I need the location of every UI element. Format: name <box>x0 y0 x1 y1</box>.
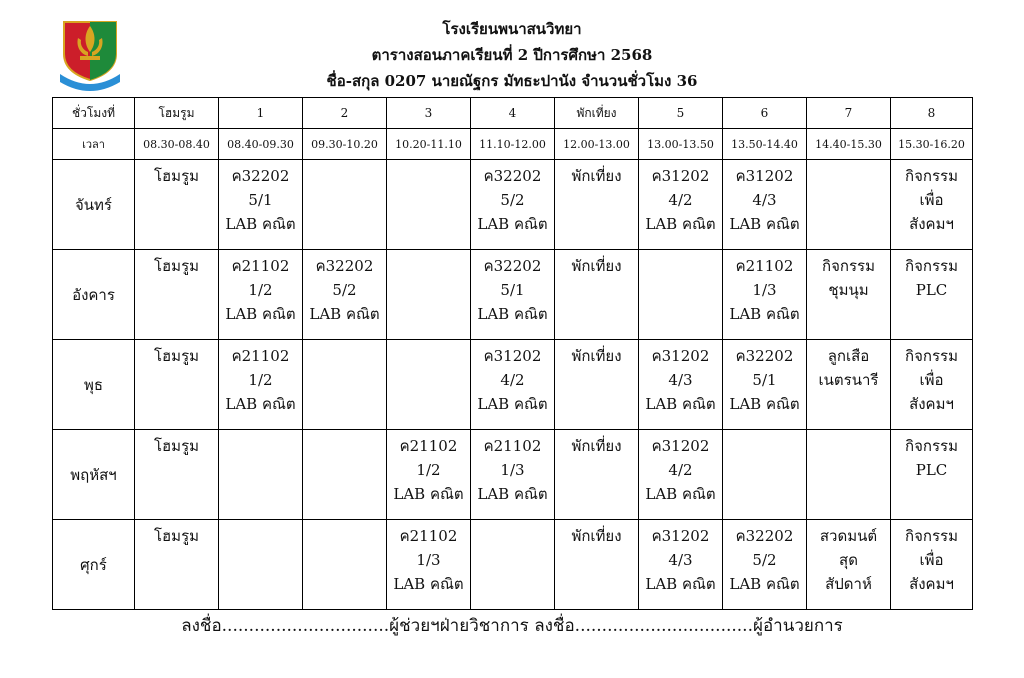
day-row <box>53 250 973 340</box>
class-cell-line: ค32202 <box>483 167 542 185</box>
class-cell <box>303 430 387 520</box>
period-header-cell: 8 <box>891 98 973 129</box>
class-cell <box>807 160 891 250</box>
time-cell: 14.40-15.30 <box>807 129 891 160</box>
period-header-cell: 1 <box>219 98 303 129</box>
class-cell <box>723 250 807 340</box>
class-cell <box>219 160 303 250</box>
class-cell-line: ค21102 <box>735 257 794 275</box>
class-cell-line: เพื่อ <box>919 551 944 569</box>
teacher-info: ชื่อ-สกุล 0207 นายณัฐกร มัทธะปานัง จำนวนชั่วโมง 36 <box>326 72 698 90</box>
class-cell <box>219 430 303 520</box>
class-cell-line: LAB คณิต <box>477 215 548 233</box>
class-cell <box>891 160 973 250</box>
period-header-cell: 6 <box>723 98 807 129</box>
class-cell-line: 4/2 <box>668 191 693 209</box>
class-cell <box>723 520 807 610</box>
time-cell: 13.00-13.50 <box>639 129 723 160</box>
class-cell-line: ค32202 <box>735 347 794 365</box>
class-cell <box>135 430 219 520</box>
class-cell <box>471 340 555 430</box>
class-cell <box>303 520 387 610</box>
class-cell-line: PLC <box>915 281 948 299</box>
class-cell <box>471 250 555 340</box>
class-cell <box>303 250 387 340</box>
period-header-cell: โฮมรูม <box>135 98 219 129</box>
class-cell <box>555 520 639 610</box>
class-cell-line: เนตรนารี <box>818 371 879 389</box>
class-cell <box>639 160 723 250</box>
time-cell: 08.30-08.40 <box>135 129 219 160</box>
class-cell-line: LAB คณิต <box>645 395 716 413</box>
class-cell <box>891 340 973 430</box>
class-cell <box>807 340 891 430</box>
timetable-subtitle: ตารางสอนภาคเรียนที่ 2 ปีการศึกษา 2568 <box>371 46 653 64</box>
class-cell-line: โฮมรูม <box>153 167 200 185</box>
class-cell-line: LAB คณิต <box>225 215 296 233</box>
class-cell-line: 1/3 <box>500 461 525 479</box>
class-cell-line: ค31202 <box>651 527 710 545</box>
day-label: พุธ <box>53 340 135 430</box>
class-cell <box>135 160 219 250</box>
class-cell-line: เพื่อ <box>919 191 944 209</box>
day-label: จันทร์ <box>53 160 135 250</box>
class-cell-line: ค21102 <box>399 437 458 455</box>
class-cell-line: 5/1 <box>752 371 777 389</box>
class-cell-line: ค32202 <box>231 167 290 185</box>
class-cell <box>303 340 387 430</box>
class-cell-line: ค31202 <box>735 167 794 185</box>
class-cell <box>303 160 387 250</box>
class-cell-line: 5/2 <box>500 191 525 209</box>
class-cell-line: โฮมรูม <box>153 257 200 275</box>
class-cell-line: ค32202 <box>735 527 794 545</box>
class-cell-line: กิจกรรม <box>905 347 958 365</box>
class-cell-line: LAB คณิต <box>645 575 716 593</box>
period-header-cell: 5 <box>639 98 723 129</box>
time-cell: 11.10-12.00 <box>471 129 555 160</box>
class-cell-line: 5/2 <box>752 551 777 569</box>
class-cell <box>891 430 973 520</box>
period-header-cell: 4 <box>471 98 555 129</box>
class-cell-line: 4/3 <box>668 551 693 569</box>
class-cell-line: 1/2 <box>416 461 441 479</box>
class-cell-line: 4/3 <box>752 191 777 209</box>
class-cell <box>891 250 973 340</box>
class-cell-line: LAB คณิต <box>225 395 296 413</box>
class-cell-line: โฮมรูม <box>153 437 200 455</box>
class-cell <box>723 340 807 430</box>
time-cell: 10.20-11.10 <box>387 129 471 160</box>
signature-line: ลงชื่อ...............................ผู้ช่วยฯฝ่ายวิชาการ ลงชื่อ.................................ผู้อำนวยการ <box>181 616 843 636</box>
class-cell-line: 1/3 <box>416 551 441 569</box>
timetable <box>52 97 973 610</box>
class-cell <box>555 160 639 250</box>
class-cell <box>807 430 891 520</box>
class-cell <box>387 340 471 430</box>
time-row <box>53 129 973 160</box>
class-cell <box>807 520 891 610</box>
class-cell-line: กิจกรรม <box>905 167 958 185</box>
time-cell: 08.40-09.30 <box>219 129 303 160</box>
time-cell: 13.50-14.40 <box>723 129 807 160</box>
class-cell <box>639 250 723 340</box>
class-cell-line: กิจกรรม <box>905 257 958 275</box>
class-cell-line: LAB คณิต <box>729 305 800 323</box>
period-header-cell: 2 <box>303 98 387 129</box>
period-header-row <box>53 98 973 129</box>
class-cell-line: LAB คณิต <box>393 485 464 503</box>
class-cell-line: 1/2 <box>248 371 273 389</box>
class-cell-line: LAB คณิต <box>477 395 548 413</box>
class-cell <box>219 250 303 340</box>
class-cell-line: พักเที่ยง <box>571 527 622 545</box>
class-cell-line: สัปดาห์ <box>825 575 872 593</box>
class-cell-line: 5/1 <box>500 281 525 299</box>
day-row <box>53 160 973 250</box>
class-cell <box>639 430 723 520</box>
class-cell-line: 5/2 <box>332 281 357 299</box>
class-cell-line: LAB คณิต <box>729 215 800 233</box>
class-cell <box>639 520 723 610</box>
time-cell: เวลา <box>53 129 135 160</box>
class-cell-line: LAB คณิต <box>645 215 716 233</box>
day-row <box>53 520 973 610</box>
class-cell <box>471 160 555 250</box>
class-cell-line: LAB คณิต <box>477 485 548 503</box>
class-cell-line: LAB คณิต <box>645 485 716 503</box>
class-cell-line: LAB คณิต <box>225 305 296 323</box>
class-cell-line: LAB คณิต <box>393 575 464 593</box>
class-cell <box>555 250 639 340</box>
class-cell <box>219 520 303 610</box>
class-cell-line: ค31202 <box>651 347 710 365</box>
class-cell-line: กิจกรรม <box>905 527 958 545</box>
period-header-cell: 7 <box>807 98 891 129</box>
class-cell-line: พักเที่ยง <box>571 347 622 365</box>
class-cell <box>471 430 555 520</box>
class-cell <box>471 520 555 610</box>
time-cell: 12.00-13.00 <box>555 129 639 160</box>
class-cell-line: ลูกเสือ <box>827 347 870 365</box>
class-cell <box>387 160 471 250</box>
class-cell-line: ค21102 <box>231 257 290 275</box>
class-cell-line: LAB คณิต <box>729 575 800 593</box>
class-cell-line: สังคมฯ <box>909 575 954 593</box>
class-cell-line: สังคมฯ <box>909 215 954 233</box>
class-cell-line: LAB คณิต <box>729 395 800 413</box>
class-cell-line: สุด <box>839 551 858 569</box>
class-cell-line: 4/2 <box>668 461 693 479</box>
document-header <box>0 16 1024 94</box>
class-cell-line: ค31202 <box>651 437 710 455</box>
day-row <box>53 430 973 520</box>
class-cell <box>135 250 219 340</box>
class-cell-line: สวดมนต์ <box>819 527 878 545</box>
class-cell <box>135 340 219 430</box>
class-cell <box>555 340 639 430</box>
class-cell-line: PLC <box>915 461 948 479</box>
class-cell-line: พักเที่ยง <box>571 437 622 455</box>
class-cell-line: ค32202 <box>315 257 374 275</box>
school-name: โรงเรียนพนาสนวิทยา <box>442 20 582 38</box>
class-cell-line: กิจกรรม <box>905 437 958 455</box>
class-cell-line: กิจกรรม <box>822 257 875 275</box>
period-header-cell: ชั่วโมงที่ <box>53 98 135 129</box>
time-cell: 09.30-10.20 <box>303 129 387 160</box>
class-cell <box>219 340 303 430</box>
class-cell-line: 4/2 <box>500 371 525 389</box>
class-cell <box>135 520 219 610</box>
period-header-cell: 3 <box>387 98 471 129</box>
day-label: อังคาร <box>53 250 135 340</box>
class-cell-line: ค21102 <box>399 527 458 545</box>
class-cell-line: ค21102 <box>483 437 542 455</box>
class-cell <box>387 430 471 520</box>
class-cell <box>555 430 639 520</box>
class-cell-line: โฮมรูม <box>153 347 200 365</box>
class-cell <box>639 340 723 430</box>
class-cell-line: LAB คณิต <box>309 305 380 323</box>
day-row <box>53 340 973 430</box>
class-cell <box>891 520 973 610</box>
class-cell-line: พักเที่ยง <box>571 257 622 275</box>
class-cell-line: สังคมฯ <box>909 395 954 413</box>
class-cell-line: ค31202 <box>651 167 710 185</box>
class-cell-line: ค31202 <box>483 347 542 365</box>
day-label: พฤหัสฯ <box>53 430 135 520</box>
class-cell <box>723 160 807 250</box>
class-cell-line: เพื่อ <box>919 371 944 389</box>
class-cell-line: 4/3 <box>668 371 693 389</box>
class-cell-line: 1/2 <box>248 281 273 299</box>
class-cell-line: ค21102 <box>231 347 290 365</box>
day-label: ศุกร์ <box>53 520 135 610</box>
class-cell-line: 5/1 <box>248 191 273 209</box>
time-cell: 15.30-16.20 <box>891 129 973 160</box>
class-cell-line: พักเที่ยง <box>571 167 622 185</box>
period-header-cell: พักเที่ยง <box>555 98 639 129</box>
class-cell-line: โฮมรูม <box>153 527 200 545</box>
class-cell <box>387 250 471 340</box>
class-cell-line: ค32202 <box>483 257 542 275</box>
class-cell-line: ชุมนุม <box>828 281 869 299</box>
class-cell <box>723 430 807 520</box>
class-cell <box>807 250 891 340</box>
class-cell-line: LAB คณิต <box>477 305 548 323</box>
class-cell <box>387 520 471 610</box>
class-cell-line: 1/3 <box>752 281 777 299</box>
